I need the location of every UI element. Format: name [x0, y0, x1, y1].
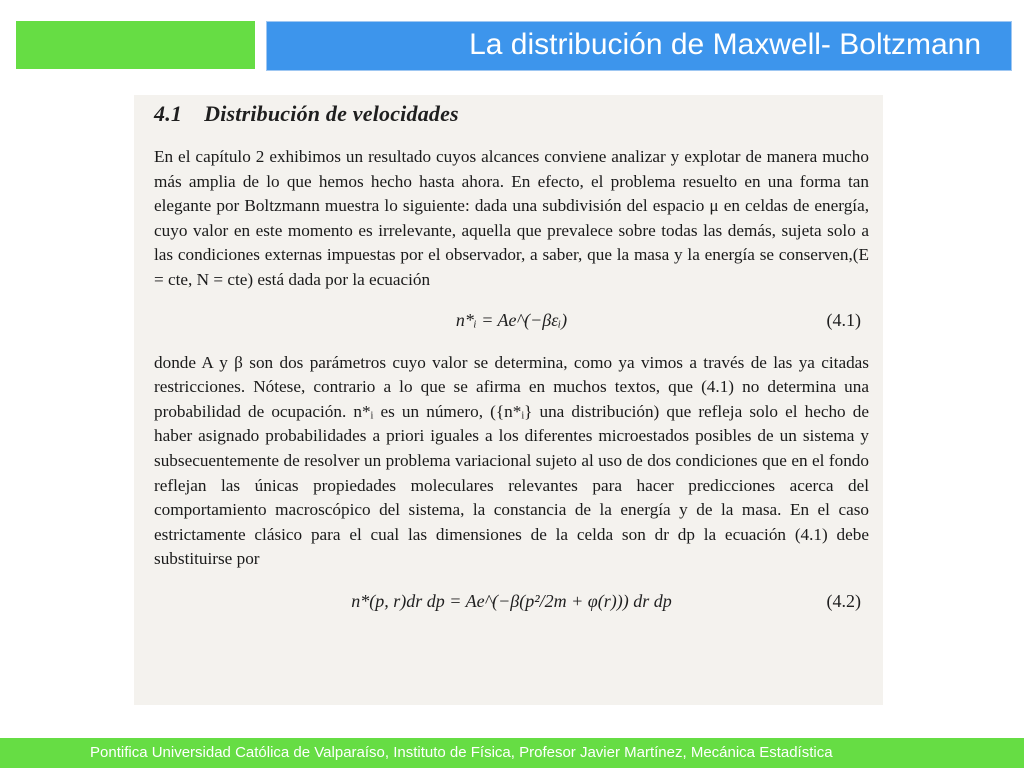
equation-4-2 [154, 580, 869, 624]
section-number: 4.1 [154, 101, 183, 126]
footer-text: Pontifica Universidad Católica de Valparaíso, Instituto de Física, Profesor Javier Martínez, Mecánica Estadística [90, 744, 833, 761]
equation-4-1-number: (4.1) [826, 310, 861, 331]
slide-title: La distribución de Maxwell- Boltzmann [469, 28, 981, 61]
equation-4-1 [154, 299, 869, 343]
footer-bar [0, 738, 1024, 768]
scanned-page [134, 95, 883, 705]
equation-4-2-formula: n*(p, r)dr dp = Ae^(−β(p²/2m + φ(r))) dr dp [351, 591, 672, 612]
equation-4-1-formula: n*ᵢ = Ae^(−βεᵢ) [455, 310, 568, 331]
paragraph-intro: En el capítulo 2 exhibimos un resultado cuyos alcances conviene analizar y explotar de manera mucho más amplia de lo que hemos hecho hasta ahora. En efecto, el problema resuelto en una forma tan elegante por Boltzmann muestra lo siguiente: dada una subdivisión del espacio μ en celdas de energía, cuyo valor en este momento es irrelevante, aquella que prevalece sobre todas las demás, sujeta solo a las condiciones externas impuestas por el observador, a saber, que la masa y la energía se conserven,(E = cte, N = cte) está dada por la ecuación [154, 147, 869, 289]
title-bar [266, 21, 1012, 71]
equation-4-2-number: (4.2) [826, 591, 861, 612]
paragraph-explanation: donde A y β son dos parámetros cuyo valor se determina, como ya vimos a través de las ya citadas restricciones. Nótese, contrario a lo que se afirma en muchos textos, que (4.1) no determina una probabilidad de ocupación. n*ᵢ es un número, ({n*ᵢ} una distribución) que refleja solo el hecho de haber asignado probabilidades a priori iguales a los diferentes microestados posibles de un sistema y subsecuentemente de resolver un problema variacional sujeto al uso de dos condiciones que en el fondo reflejan las únicas propiedades moleculares relevantes para hacer predicciones acerca del comportamiento macroscópico del sistema, la constancia de la energía y de la masa. En el caso estrictamente clásico para el cual las dimensiones de la celda son dr dp la ecuación (4.1) debe substituirse por [154, 352, 869, 569]
section-title: Distribución de velocidades [204, 101, 459, 126]
section-heading [154, 101, 869, 127]
header-accent-block [16, 21, 255, 69]
